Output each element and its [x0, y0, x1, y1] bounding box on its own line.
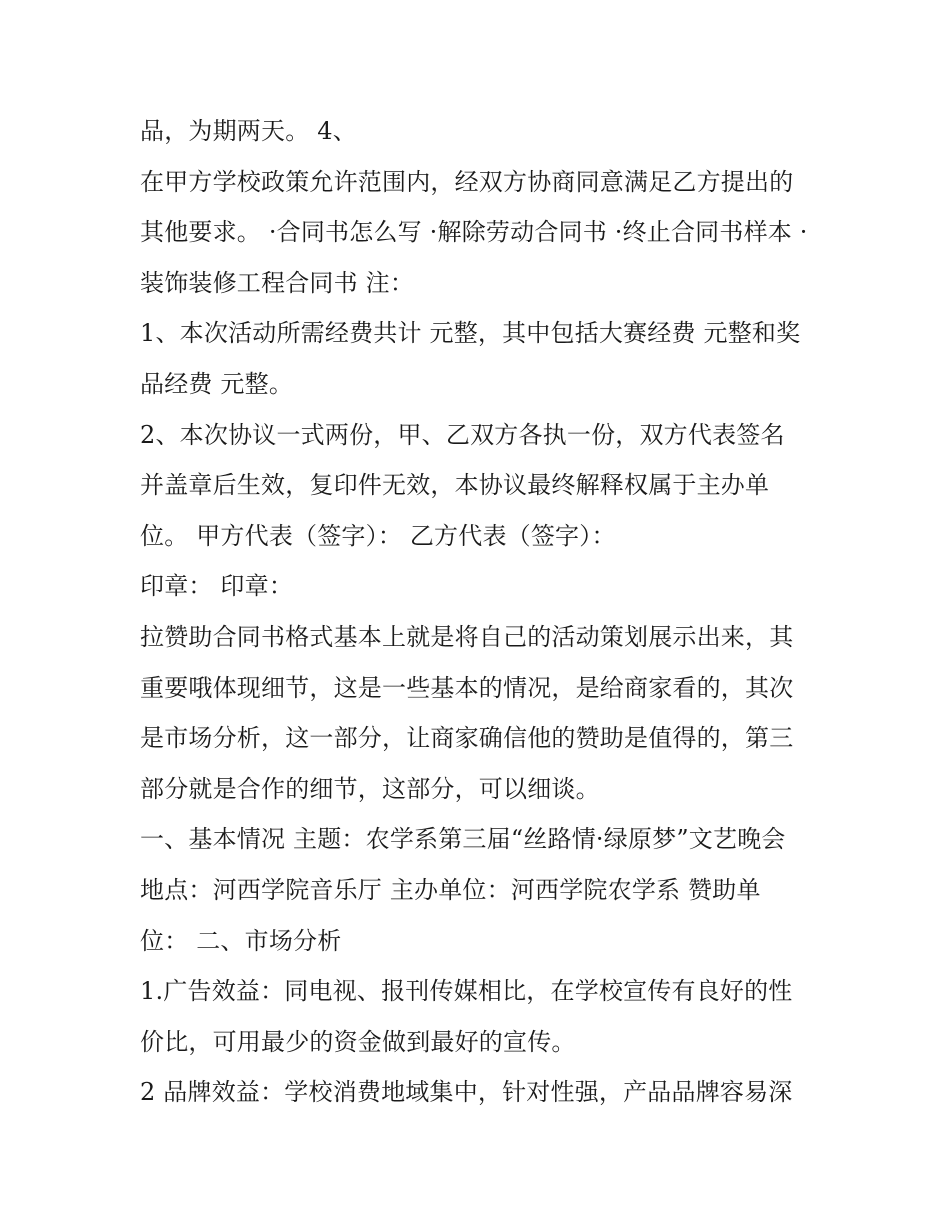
- text-line: 在甲方学校政策允许范围内，经双方协商同意满足乙方提出的: [140, 167, 794, 196]
- text-line: 重要哦体现细节，这是一些基本的情况，是给商家看的，其次: [140, 673, 794, 702]
- text-line: 品，为期两天。 4、: [140, 117, 357, 145]
- text-line: 2 品牌效益：学校消费地域集中，针对性强，产品品牌容易深: [140, 1078, 793, 1107]
- text-line: 位。 甲方代表（签字）： 乙方代表（签字）：: [140, 521, 616, 550]
- text-line: 其他要求。 ·合同书怎么写 ·解除劳动合同书 ·终止合同书样本 ·: [140, 218, 808, 247]
- text-line: 并盖章后生效，复印件无效，本协议最终解释权属于主办单: [140, 471, 770, 500]
- text-line: 一、基本情况 主题：农学系第三届“丝路情·绿原梦”文艺晚会: [140, 825, 786, 854]
- text-line: 位： 二、市场分析: [140, 926, 342, 955]
- text-line: 地点：河西学院音乐厅 主办单位：河西学院农学系 赞助单: [140, 875, 761, 904]
- text-line: 部分就是合作的细节，这部分，可以细谈。: [140, 774, 600, 803]
- text-line: 品经费 元整。: [140, 369, 294, 398]
- text-line: 1.广告效益：同电视、报刊传媒相比，在学校宣传有良好的性: [140, 977, 793, 1006]
- text-line: 装饰装修工程合同书 注：: [140, 268, 415, 297]
- text-line: 印章： 印章：: [140, 572, 294, 601]
- text-line: 价比，可用最少的资金做到最好的宣传。: [140, 1027, 576, 1056]
- text-line: 1、本次活动所需经费共计 元整，其中包括大赛经费 元整和奖: [140, 319, 801, 348]
- document-body: [140, 106, 840, 1118]
- text-line: 拉赞助合同书格式基本上就是将自己的活动策划展示出来，其: [140, 622, 794, 651]
- text-line: 2、本次协议一式两份，甲、乙双方各执一份，双方代表签名: [140, 420, 785, 449]
- text-line: 是市场分析，这一部分，让商家确信他的赞助是值得的，第三: [140, 724, 794, 753]
